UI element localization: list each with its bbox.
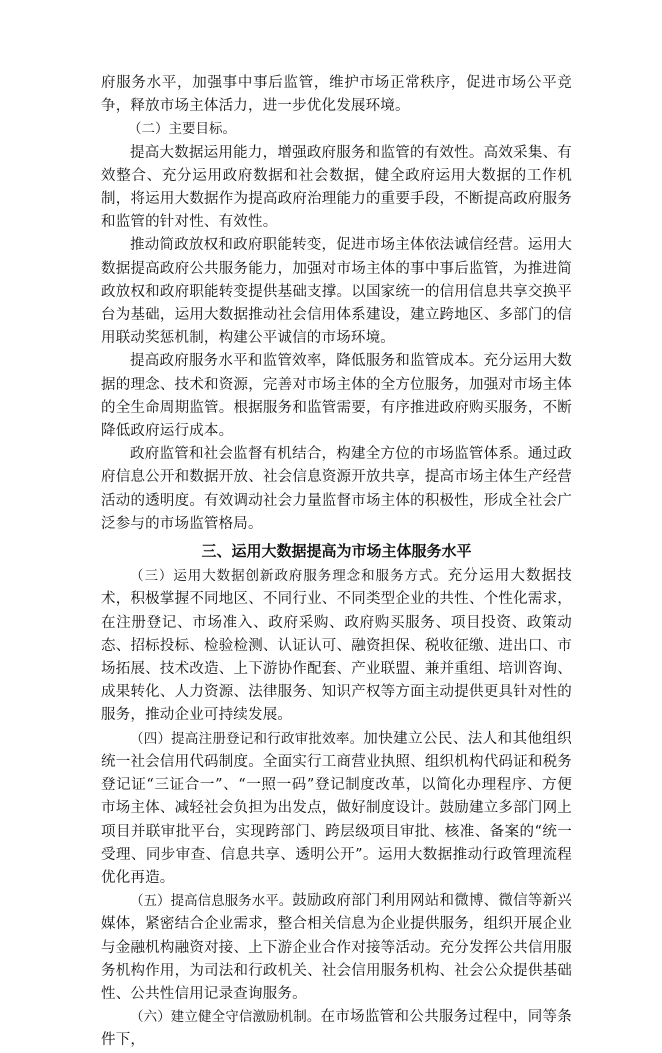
- item-6-lead: （六）建立健全守信激励机制。: [130, 1009, 321, 1026]
- item-6-paragraph: [101, 1006, 572, 1052]
- item-3-lead: （三）运用大数据创新政府服务理念和服务方式。: [130, 568, 448, 585]
- item-4-lead: （四）提高注册登记和行政审批效率。: [130, 730, 364, 747]
- item-3-body: 充分运用大数据技术，积极掌握不同地区、不同行业、不同类型企业的共性、个性化需求，在注册登记、市场准入、政府采购、政府购买服务、项目投资、政策动态、招标投标、检验检测、认证认可、融资担保、税收征缴、进出口、市场拓展、技术改造、上下游协作配套、产业联盟、兼并重组、培训咨询、成果转化、人力资源、法律服务、知识产权等方面主动提供更具针对性的服务，推动企业可持续发展。: [101, 568, 572, 724]
- item-4-body: 加快建立公民、法人和其他组织统一社会信用代码制度。全面实行工商营业执照、组织机构代码证和税务登记证“三证合一”、“一照一码”登记制度改革，以简化办理程序、方便市场主体、减轻社会负担为出发点，做好制度设计。鼓励建立多部门网上项目并联审批平台，实现跨部门、跨层级项目审批、核准、备案的“统一受理、同步审查、信息共享、透明公开”。运用大数据推动行政管理流程优化再造。: [101, 730, 572, 886]
- item-4-paragraph: [101, 728, 572, 890]
- paragraph-continued: 府服务水平，加强事中事后监管，维护市场正常秩序，促进市场公平竞争，释放市场主体活力，进一步优化发展环境。: [101, 75, 572, 115]
- item-5-paragraph: [101, 890, 572, 1006]
- goal-paragraph-1: 提高大数据运用能力，增强政府服务和监管的有效性。高效采集、有效整合、充分运用政府数据和社会数据，健全政府运用大数据的工作机制，将运用大数据作为提高政府治理能力的重要手段，不断提高政府服务和监管的针对性、有效性。: [101, 144, 572, 231]
- section-3-heading: 三、运用大数据提高为市场主体服务水平: [201, 542, 472, 561]
- goal-paragraph-3: 提高政府服务水平和监管效率，降低服务和监管成本。充分运用大数据的理念、技术和资源，完善对市场主体的全方位服务，加强对市场主体的全生命周期监管。根据服务和监管需要，有序推进政府购买服务，不断降低政府运行成本。: [101, 353, 572, 440]
- item-3-paragraph: [101, 565, 572, 727]
- item-5-lead: （五）提高信息服务水平。: [130, 893, 293, 910]
- goals-heading: （二）主要目标。: [128, 121, 236, 138]
- goal-paragraph-4: 政府监管和社会监督有机结合，构建全方位的市场监管体系。通过政府信息公开和数据开放、社会信息资源开放共享，提高市场主体生产经营活动的透明度。有效调动社会力量监督市场主体的积极性，形成全社会广泛参与的市场监管格局。: [101, 446, 572, 532]
- goal-paragraph-2: 推动简政放权和政府职能转变，促进市场主体依法诚信经营。运用大数据提高政府公共服务能力，加强对市场主体的事中事后监管，为推进简政放权和政府职能转变提供基础支撑。以国家统一的信用信息共享交换平台为基础，运用大数据推动社会信用体系建设，建立跨地区、多部门的信用联动奖惩机制，构建公平诚信的市场环境。: [101, 237, 572, 347]
- item-5-body: 鼓励政府部门利用网站和微博、微信等新兴媒体，紧密结合企业需求，整合相关信息为企业提供服务，组织开展企业与金融机构融资对接、上下游企业合作对接等活动。充分发挥公共信用服务机构作用，为司法和行政机关、社会信用服务机构、社会公众提供基础性、公共性信用记录查询服务。: [101, 893, 572, 1002]
- item-6-body: 在市场监管和公共服务过程中，同等条件下，: [101, 1009, 573, 1049]
